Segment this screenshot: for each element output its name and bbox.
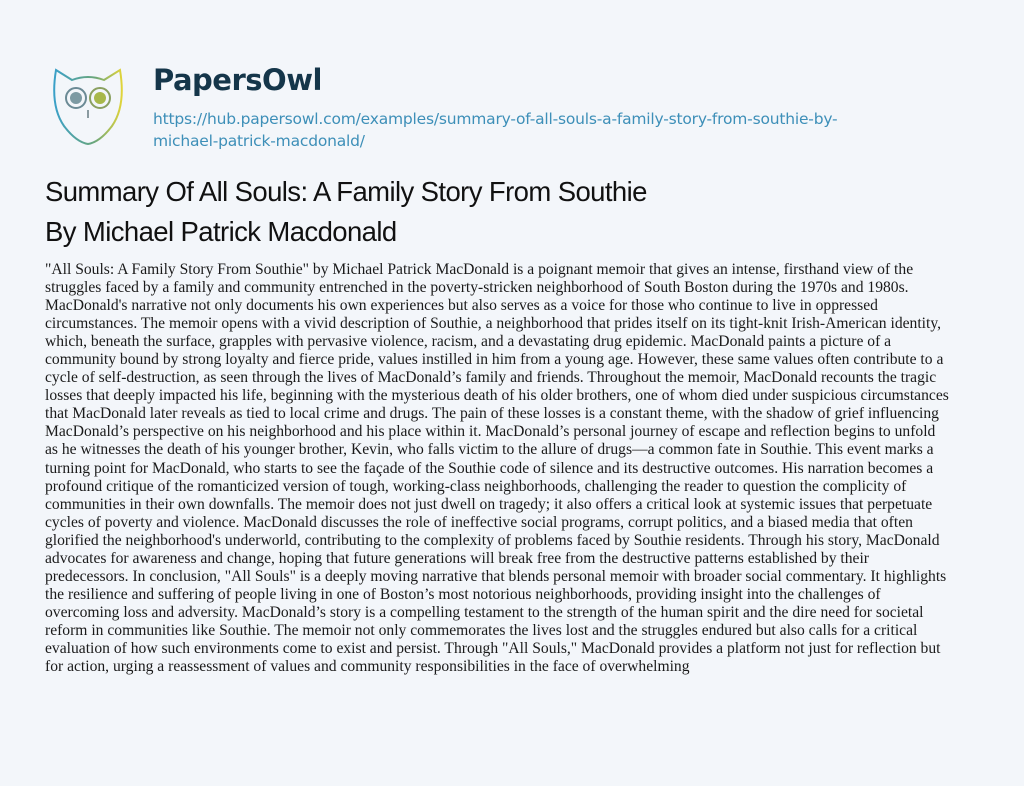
body-line: predecessors. In conclusion, "All Souls" is a deeply moving narrative that blends personal memoir with broader social commentary. It highlights bbox=[45, 567, 947, 585]
body-line: cycles of poverty and violence. MacDonald discusses the role of ineffective social programs, corrupt politics, and a biased media that often bbox=[45, 513, 913, 531]
body-line: for action, urging a reassessment of values and community responsibilities in the face of overwhelming bbox=[45, 658, 690, 676]
body-line: "All Souls: A Family Story From Southie" by Michael Patrick MacDonald is a poignant memoir that gives an intense, firsthand view of the bbox=[45, 261, 914, 278]
body-line: circumstances. The memoir opens with a vivid description of Southie, a neighborhood that prides itself on its tight-knit Irish-American identity, bbox=[45, 315, 942, 333]
body-line: reform in communities like Southie. The memoir not only commemorates the lives lost and the struggles endured but also calls for a critical bbox=[45, 621, 918, 639]
body-line: as he witnesses the death of his younger brother, Kevin, who falls victim to the allure of drugs—a common fate in Southie. This event marks a bbox=[45, 441, 934, 459]
body-line: that MacDonald later reveals as tied to local crime and drugs. The pain of these losses is a constant theme, with the shadow of grief influencing bbox=[45, 405, 939, 423]
body-line: turning point for MacDonald, who starts to see the façade of the Southie code of silence and its destructive outcomes. His narration becomes a bbox=[45, 459, 934, 477]
body-line: MacDonald’s perspective on his neighborhood and his place within it. MacDonald’s personal journey of escape and reflection begins to unfold bbox=[45, 423, 936, 441]
source-url-link[interactable] bbox=[153, 108, 973, 152]
body-line: profound critique of the romanticized version of tough, working-class neighborhoods, challenging the reader to question the complicity of bbox=[45, 477, 907, 495]
body-line: community bound by strong loyalty and fierce pride, values instilled in him from a young age. However, these same values often contribute to a bbox=[45, 351, 944, 369]
url-line[interactable]: https://hub.papersowl.com/examples/summary-of-all-souls-a-family-story-from-southie-by- bbox=[153, 110, 838, 128]
body-line: MacDonald's narrative not only documents his own experiences but also serves as a voice for those who continue to live in oppressed bbox=[45, 297, 878, 315]
url-line[interactable]: michael-patrick-macdonald/ bbox=[153, 132, 365, 150]
page-title bbox=[45, 172, 647, 252]
body-line: glorified the neighborhood's underworld, contributing to the complexity of problems faced by Southie residents. Through his story, MacDonald bbox=[45, 531, 940, 549]
body-line: struggles faced by a family and community entrenched in the poverty-stricken neighborhood of South Boston during the 1970s and 1980s. bbox=[45, 279, 909, 297]
body-line: communities in their own downfalls. The memoir does not just dwell on tragedy; it also offers a critical look at systemic issues that perpetuate bbox=[45, 495, 933, 513]
owl-logo-icon bbox=[50, 66, 126, 146]
title-line: By Michael Patrick Macdonald bbox=[45, 216, 397, 247]
title-line: Summary Of All Souls: A Family Story From Southie bbox=[45, 176, 647, 207]
body-line: the resilience and suffering of people living in one of Boston’s most notorious neighborhoods, providing insight into the challenges of bbox=[45, 585, 881, 603]
body-line: advocates for awareness and change, hoping that future generations will break free from the destructive patterns established by their bbox=[45, 549, 869, 567]
brand-name: PapersOwl bbox=[153, 63, 322, 97]
body-line: evaluation of how such environments come to exist and persist. Through "All Souls," MacDonald provides a platform not just for reflection but bbox=[45, 639, 941, 657]
body-line: losses that deeply impacted his life, beginning with the mysterious death of his older brothers, one of whom died under suspicious circumstances bbox=[45, 387, 949, 405]
article-body bbox=[45, 261, 949, 676]
body-line: cycle of self-destruction, as seen through the lives of MacDonald’s family and friends. Throughout the memoir, MacDonald recounts the tragic bbox=[45, 369, 937, 387]
body-line: overcoming loss and adversity. MacDonald’s story is a compelling testament to the strength of the human spirit and the dire need for societal bbox=[45, 603, 924, 621]
body-line: which, beneath the surface, grapples with pervasive violence, racism, and a devastating drug epidemic. MacDonald paints a picture of a bbox=[45, 333, 892, 351]
